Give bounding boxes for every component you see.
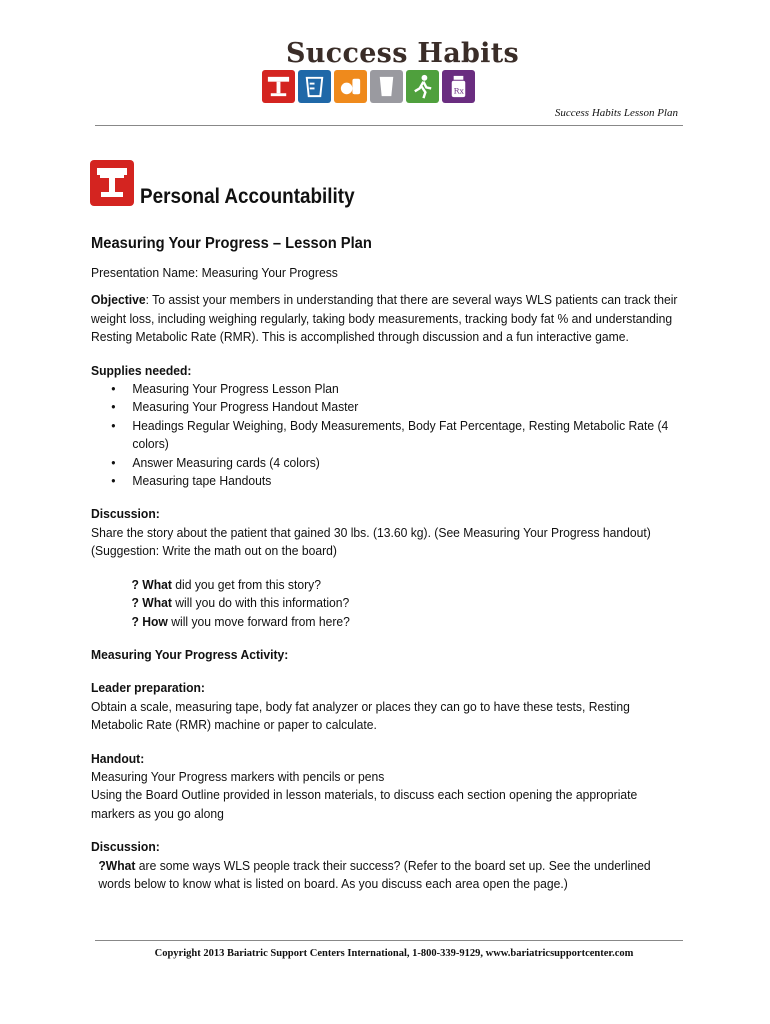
logo-title: Success Habits [286, 38, 520, 69]
subtitle: Measuring Your Progress – Lesson Plan [91, 235, 372, 252]
question-prefix: ? What [131, 595, 172, 611]
handout-line-1: Measuring Your Progress markers with pencils or pens [91, 768, 385, 784]
question-prefix: ? What [131, 576, 172, 592]
question-prefix: ?What [98, 857, 136, 873]
svg-text:Rx: Rx [453, 86, 464, 96]
discussion-suggestion: (Suggestion: Write the math out on the board) [91, 543, 337, 559]
objective-text: : To assist your members in understanding that there are several ways WLS patients can track their weight loss, including weighing regularly, taking body measurements, tracking body fat % and understanding Resting Metabolic Rate (RMR). This is accomplished through discussion and a fun interactive game. [91, 292, 678, 345]
discussion-text: Share the story about the patient that gained 30 lbs. (13.60 kg). (See Measuring Your Progress handout) [91, 524, 651, 540]
handout-line-2: Using the Board Outline provided in lesson materials, to discuss each section opening the appropriate markers as you go along [91, 787, 638, 821]
supplies-list [91, 380, 680, 490]
question-prefix: ? How [131, 613, 168, 629]
handout-heading: Handout: [91, 750, 145, 766]
leader-heading: Leader preparation: [91, 680, 205, 696]
footer-divider [95, 940, 683, 941]
header-lesson-plan: Success Habits Lesson Plan [554, 107, 678, 119]
question-text: will you do with this information? [171, 595, 350, 611]
logo-icons [262, 70, 475, 103]
discussion-heading-2: Discussion: [91, 839, 160, 855]
food-icon [334, 70, 367, 103]
question-text: are some ways WLS people track their success? (Refer to the board set up. See the underlined words below to know what is listed on board. As you discuss each area open the page.) [98, 857, 651, 891]
presentation-name: Presentation Name: Measuring Your Progress [91, 265, 338, 280]
list-item: • Measuring tape Handouts [91, 472, 680, 490]
scale-icon [90, 160, 134, 206]
discussion-heading: Discussion: [91, 506, 160, 522]
objective-label: Objective [91, 292, 146, 308]
question-item [91, 613, 680, 631]
discussion-2-text [91, 857, 680, 894]
pill-bottle-icon [442, 70, 475, 103]
supplies-heading: Supplies needed: [91, 362, 192, 378]
activity-heading: Measuring Your Progress Activity: [91, 646, 289, 662]
list-item: • Headings Regular Weighing, Body Measurements, Body Fat Percentage, Resting Metabolic Rate (4 colors) [91, 417, 680, 454]
runner-icon [406, 70, 439, 103]
list-item: • Measuring Your Progress Handout Master [91, 398, 680, 416]
list-item: • Measuring Your Progress Lesson Plan [91, 380, 680, 398]
objective-paragraph [91, 291, 680, 346]
question-item [91, 594, 680, 612]
water-glass-icon [370, 70, 403, 103]
measuring-cup-icon [298, 70, 331, 103]
list-item: • Answer Measuring cards (4 colors) [91, 454, 680, 472]
header-divider [95, 125, 683, 126]
question-item [91, 576, 680, 594]
page-title: Personal Accountability [140, 185, 355, 208]
footer-copyright: Copyright 2013 Bariatric Support Centers International, 1-800-339-9129, www.bariatricsupportcenter.com [154, 948, 634, 959]
question-text: will you move forward from here? [167, 613, 350, 629]
lesson-content [91, 233, 681, 893]
question-text: did you get from this story? [171, 576, 321, 592]
leader-text: Obtain a scale, measuring tape, body fat analyzer or places they can go to have these tests, Resting Metabolic Rate (RMR) machine or paper to calculate. [91, 698, 630, 733]
scale-icon [262, 70, 295, 103]
